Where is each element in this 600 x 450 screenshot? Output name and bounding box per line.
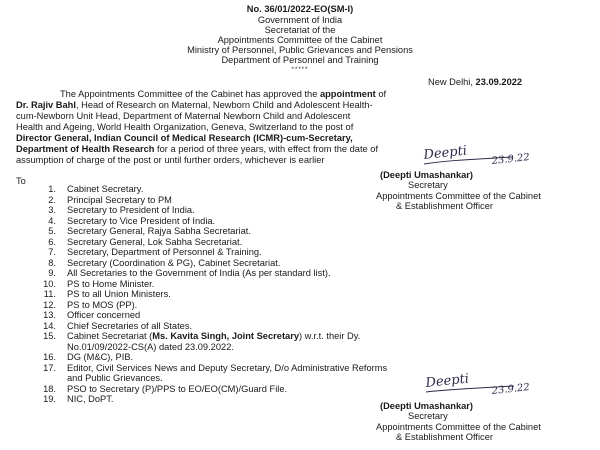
list-item: 4. Secretary to Vice President of India. xyxy=(48,215,216,226)
para-line-4: Health and Ageing, World Health Organization, Geneva, Switzerland to the post of xyxy=(16,122,354,132)
signatory-block-1 xyxy=(376,180,556,212)
para-line-3: cum-Newborn Unit Head, Department of Maternal Newborn Child and Adolescent xyxy=(16,111,351,121)
svg-text:23.9.22: 23.9.22 xyxy=(491,382,531,397)
list-item: 15. Cabinet Secretariat (Ms. Kavita Singh, Joint Secretary) w.r.t. their Dy. No.01/09/2022-CS(A) dated 23.09.2022. xyxy=(43,331,361,352)
list-item: 3. Secretary to President of India. xyxy=(48,205,195,215)
handwritten-signature-2 xyxy=(422,372,572,402)
list-item: 18. PSO to Secretary (P)/PPS to EO/EO(CM)/Guard File. xyxy=(43,383,288,394)
header-separator: ***** xyxy=(291,67,309,73)
list-item: 7. Secretary, Department of Personnel & Training. xyxy=(48,247,262,257)
header-secretariat: Secretariat of the xyxy=(264,25,336,35)
order-number: No. 36/01/2022-EO(SM-I) xyxy=(246,4,354,14)
para-line-5: Director General, Indian Council of Medical Research (ICMR)-cum-Secretary, xyxy=(16,133,353,143)
para-line-7: assumption of charge of the post or until further orders, whichever is earlier xyxy=(16,155,325,165)
header-ministry: Ministry of Personnel, Public Grievances and Pensions xyxy=(187,45,413,55)
signatory-block-2 xyxy=(376,411,556,443)
list-item: 9. All Secretaries to the Government of India (As per standard list). xyxy=(48,268,331,278)
list-item: 2. Principal Secretary to PM xyxy=(48,194,172,205)
para-line-1: The Appointments Committee of the Cabinet has approved the appointment of xyxy=(60,89,387,99)
list-item: 10. PS to Home Minister. xyxy=(43,278,155,289)
list-item: 14. Chief Secretaries of all States. xyxy=(43,320,193,331)
svg-text:Deepti: Deepti xyxy=(424,372,470,391)
signatory-name-2: (Deepti Umashankar) xyxy=(380,401,473,411)
list-item: 8. Secretary (Coordination & PG), Cabinet Secretariat. xyxy=(48,257,281,268)
list-item: 12. PS to MOS (PP). xyxy=(43,299,138,310)
list-item: 11. PS to all Union Ministers. xyxy=(43,289,171,299)
list-item: 13. Officer concerned xyxy=(43,310,141,320)
list-item: 1. Cabinet Secretary. xyxy=(48,184,144,194)
header-department: Department of Personnel and Training xyxy=(221,55,379,65)
handwritten-signature-1 xyxy=(420,143,570,173)
signatory-designation-1: Secretary xyxy=(408,180,448,190)
signatory-committee-2: Appointments Committee of the Cabinet xyxy=(376,421,541,432)
issue-date xyxy=(428,77,522,88)
signatory-role-1: & Establishment Officer xyxy=(396,201,493,212)
to-label: To xyxy=(16,176,26,186)
header-acc: Appointments Committee of the Cabinet xyxy=(217,35,383,45)
list-item: 6. Secretary General, Lok Sabha Secretariat. xyxy=(48,236,243,247)
svg-text:23.9.22: 23.9.22 xyxy=(491,152,531,167)
para-line-6: Department of Health Research for a period of three years, with effect from the date of xyxy=(16,144,379,154)
list-item: 17. Editor, Civil Services News and Deputy Secretary, D/o Administrative Reforms and Public Grievances. xyxy=(43,362,388,383)
distribution-list xyxy=(34,184,387,405)
list-item: 19. NIC, DoPT. xyxy=(43,394,114,404)
list-item: 5. Secretary General, Rajya Sabha Secretariat. xyxy=(48,226,251,236)
header-government: Government of India xyxy=(257,15,343,25)
para-line-2: Dr. Rajiv Bahl, Head of Research on Maternal, Newborn Child and Adolescent Health- xyxy=(16,100,373,110)
signatory-committee-1: Appointments Committee of the Cabinet xyxy=(376,190,541,201)
svg-text:Deepti: Deepti xyxy=(422,143,468,163)
date-value: 23.09.2022 xyxy=(475,77,523,87)
date-prefix: New Delhi, xyxy=(428,77,476,87)
signatory-role-2: & Establishment Officer xyxy=(396,432,493,443)
list-item: 16. DG (M&C), PIB. xyxy=(43,352,134,362)
signatory-designation-2: Secretary xyxy=(408,411,448,421)
signatory-name-1: (Deepti Umashankar) xyxy=(380,170,473,180)
